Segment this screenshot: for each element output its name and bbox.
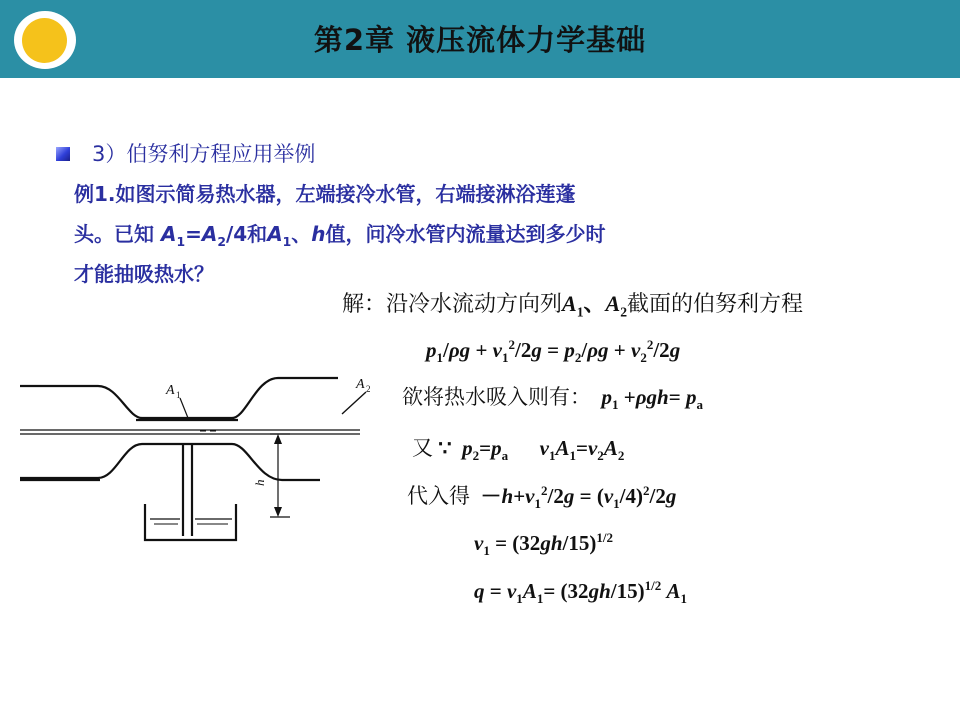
svg-text:2: 2 <box>366 384 371 394</box>
header-bar <box>0 0 960 78</box>
example-line-1: 例1.如图示简易热水器，左端接冷水管，右端接淋浴莲蓬 <box>74 182 576 206</box>
flow-result: $q = v_1A_1= (32gh/15)^{1/2}$ $A_1$ <box>474 578 687 607</box>
velocity-result: $v_1 = (32gh/15)^{1/2}$ <box>474 530 613 559</box>
given-line: 又 ∵ $p_2=p_a$ $v_1A_1=v_2A_2$ <box>412 436 625 464</box>
example-line-2: 头。已知 $A_1=A_2/4$和$A_1$、h值，问冷水管内流量达到多少时 <box>74 222 606 249</box>
svg-text:h: h <box>252 479 267 486</box>
bullet-icon <box>56 147 70 161</box>
bernoulli-equation: $p_1/\rho g + v_1^2/2g = p_2/\rho g + v_2^2/2g$ <box>426 337 681 366</box>
water-heater-diagram <box>20 368 390 553</box>
svg-text:1: 1 <box>176 390 181 400</box>
svg-text:A: A <box>356 377 365 392</box>
example-line-3: 才能抽吸热水？ <box>74 262 214 286</box>
section-heading: 3）伯努利方程应用举例 <box>92 142 316 166</box>
condition-line: 欲将热水吸入则有： $p_1 +\rho gh= p_a$ <box>402 385 703 413</box>
svg-text:A: A <box>166 383 175 398</box>
solution-intro: 解：沿冷水流动方向列$A_1$、$A_2$截面的伯努利方程 <box>342 291 804 320</box>
substitution-line: 代入得 $-h+v_1^2/2g = (v_1/4)^2/2g$ <box>407 483 677 512</box>
page-title: 第2章 液压流体力学基础 <box>313 23 647 57</box>
